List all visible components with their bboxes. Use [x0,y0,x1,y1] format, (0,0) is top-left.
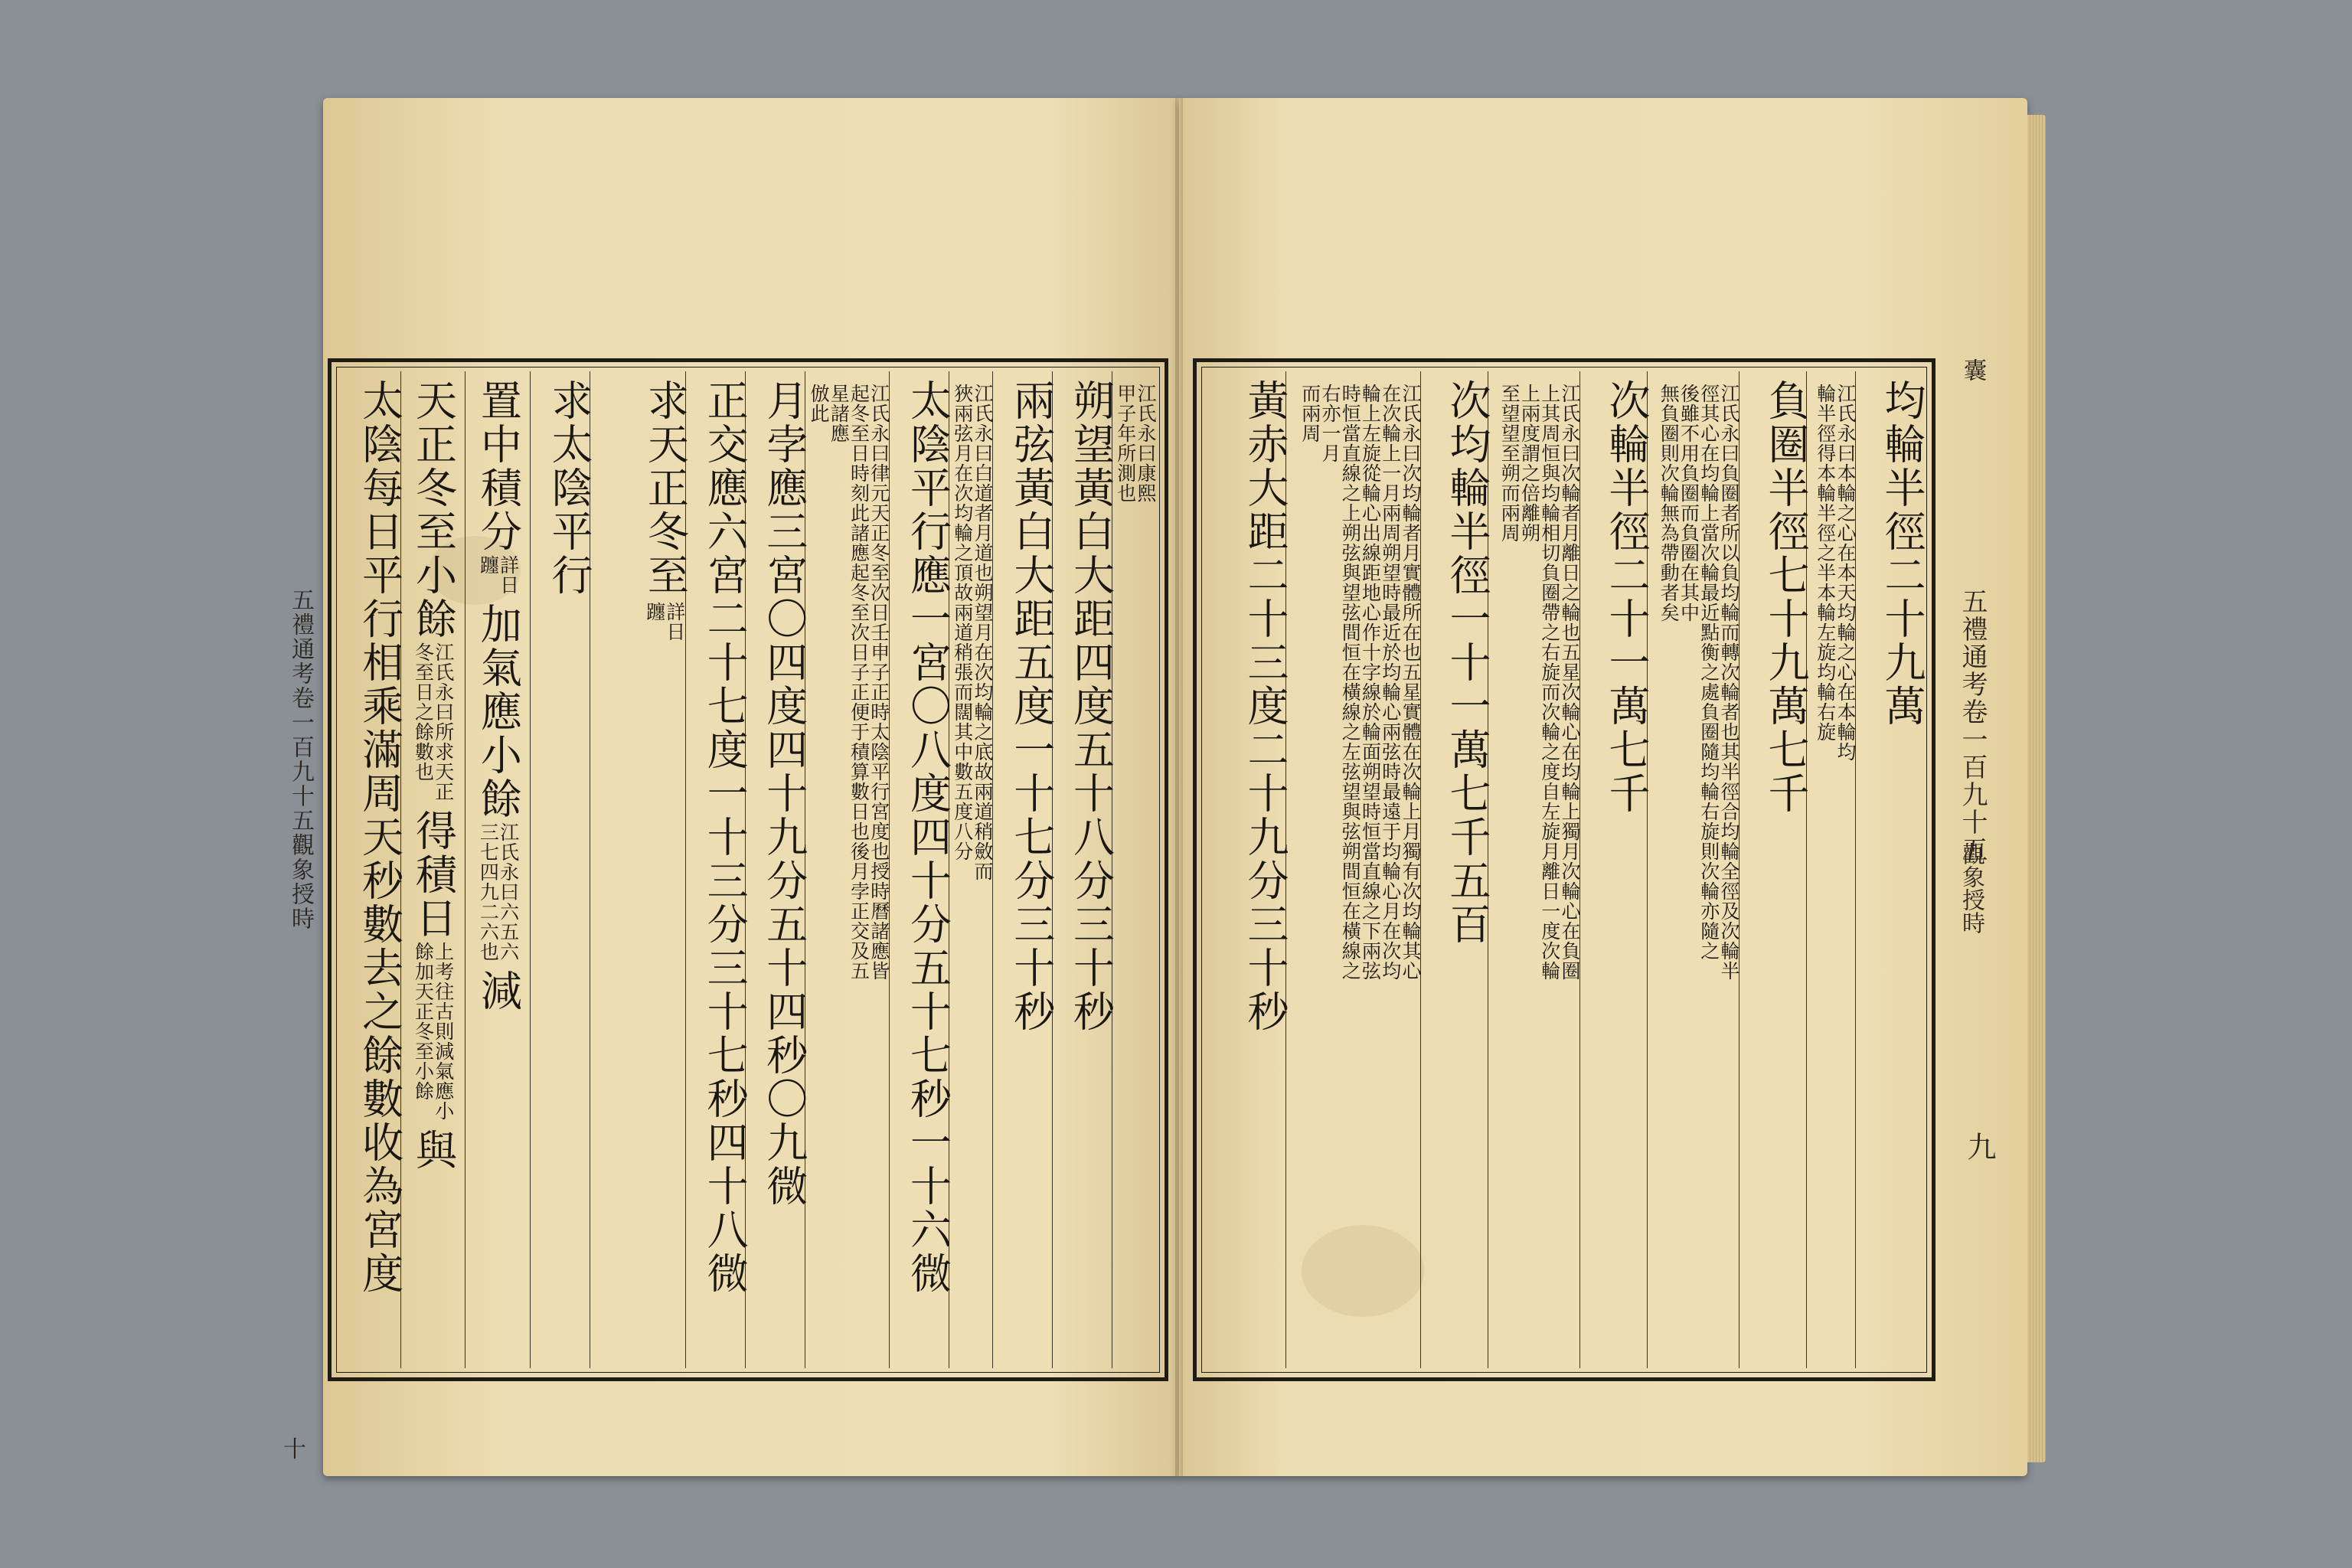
left-column [992,371,1056,1368]
left-line [1007,371,1056,1368]
left-margin-title: 五禮通考卷一百九十五觀象授時 [287,588,314,931]
right-column [1488,371,1579,1368]
right-main-text: 均輪半徑二十九萬 [1878,379,1926,728]
right-annotation-line: 而兩周 [1298,384,1321,443]
left-annotation-line: 倣此 [808,384,831,423]
left-column [400,371,466,1368]
left-main-text: 得積日 [409,809,458,940]
left-annotation-line: 江氏永曰六五六 [497,822,520,962]
right-margin-top-mark: 囊 [1959,358,1986,381]
book-gutter [1175,98,1183,1476]
right-main-text: 次輪半徑二十一萬七千 [1602,379,1651,815]
left-annotation [413,641,453,802]
left-main-text: 加氣應小餘 [474,603,523,821]
left-column [590,371,690,1368]
right-annotation-line: 輪上左旋從輪心出線距地心作十字線於輪面朔望時恒當直線之下兩弦 [1359,384,1382,981]
left-composite-line [466,371,530,1368]
left-margin-page-number: 十 [283,1436,306,1463]
left-column [949,371,993,1368]
left-text-frame [328,358,1168,1381]
left-main-text: 減 [474,969,523,1013]
left-line [701,371,750,1368]
right-column [1855,371,1926,1368]
left-line [641,371,690,1368]
left-column [530,371,593,1368]
left-annotation [478,554,518,595]
left-line [760,371,808,1368]
left-column [465,371,530,1368]
right-main-text: 負圈半徑七十九萬七千 [1762,379,1810,815]
left-annotation-line: 上考往古則減氣應小 [432,942,455,1121]
left-column [805,371,889,1368]
right-annotation [1812,371,1856,1368]
right-line [1241,371,1289,1368]
left-annotation-line: 江氏永曰所求天正 [432,642,455,802]
left-annotation-line: 冬至日之餘數也 [412,642,435,782]
left-column [889,371,952,1368]
left-annotation-line: 甲子年所測也 [1114,384,1137,503]
page-edges [2027,115,2046,1462]
right-main-text: 次均輪半徑一十一萬七千五百 [1443,379,1491,946]
left-main-text: 正交應六宮二十七度一十三分三十七秒四十八微 [701,379,750,1295]
left-annotation [949,371,993,1368]
left-annotation-line: 江氏永曰律元天正冬至次日壬申子正時太陰平行宮度也授時曆諸應皆 [867,384,890,981]
left-annotation [1112,371,1156,1368]
right-line [1762,371,1810,1368]
right-annotation-line: 江氏永曰次均輪者月實體所在也五星實體在次輪上月獨有次均輪其心 [1400,384,1422,981]
left-main-text: 兩弦黃白大距五度一十七分三十秒 [1007,379,1056,1034]
right-annotation [1655,371,1739,1368]
right-annotation-line: 江氏永曰本輪之心在本天均輪之心在本輪均 [1834,384,1857,762]
left-main-text: 置中積分 [474,379,523,554]
left-composite-line [401,371,466,1368]
right-column [1647,371,1739,1368]
left-annotation-line: 躔 [643,602,666,622]
left-columns [341,371,1155,1368]
left-column [685,371,750,1368]
left-column [1052,371,1116,1368]
left-annotation-line: 江氏永曰白道者月道也朔望月在次均輪之底故兩道稍斂而 [972,384,995,881]
right-annotation-line: 在次輪上一月兩周朔望時最近於均輪心兩弦時最遠于均輪心月在次均 [1379,384,1402,981]
right-line [1443,371,1491,1368]
left-main-text: 天正冬至小餘 [409,379,458,641]
right-annotation-line: 江氏永曰負圈者所以負均輪而轉次輪者也其半徑合均輪全徑及次輪半 [1718,384,1740,981]
right-main-text: 黃赤大距二十三度二十九分三十秒 [1241,379,1289,1034]
right-annotation [1496,371,1579,1368]
right-line [1602,371,1651,1368]
left-annotation-line: 狹兩弦月在次均輪之頂故兩道稍張而闊其中數五度八分 [951,384,974,861]
left-main-text: 與 [409,1129,458,1172]
left-annotation-line: 星諸應 [828,384,851,443]
right-margin-section: 觀象授時 [1958,842,1984,934]
left-annotation-line: 三七四九二六也 [477,822,500,962]
left-column [341,371,404,1368]
right-annotation-line: 上兩度謂之倍離朔 [1518,384,1541,543]
left-main-text: 太陰平行應一宮〇八度四十分五十七秒一十六微 [903,379,952,1295]
right-column [1218,371,1289,1368]
left-main-text: 求太陰平行 [544,379,593,597]
left-annotation [805,371,889,1368]
right-column [1739,371,1810,1368]
left-main-text: 朔望黃白大距四度五十八分三十秒 [1067,379,1116,1034]
left-main-text: 月孛應三宮〇四度四十九分五十四秒〇九微 [760,379,808,1208]
right-annotation-line: 徑其心在均輪上當次輪最近點衡之處負圈隨均輪右旋則次輪亦隨之 [1697,384,1720,961]
left-annotation [413,940,453,1121]
right-margin-title: 五禮通考卷一百九十五 [1957,588,1988,864]
right-annotation-line: 至望望至朔而兩周 [1498,384,1521,543]
left-main-text: 求天正冬至 [641,379,690,597]
right-column [1806,371,1855,1368]
left-main-text: 太陰每日平行相乘滿周天秒數去之餘數收為宮度 [355,379,404,1295]
left-annotation [644,597,684,642]
left-line [903,371,952,1368]
right-annotation-line: 無負圈則次輪無為帶動者矣 [1658,384,1681,622]
right-annotation-line: 上其周恒與均輪相切負圈帶之右旋而次輪之度自左旋月離日一度次輪 [1538,384,1561,981]
right-annotation-line: 後雖不用負圈而負圈在其中 [1677,384,1700,622]
right-annotation-line: 時恒當直線之上朔弦與望弦間恒在橫線之左弦望與弦朔間恒在橫線之 [1339,384,1362,981]
right-column [1579,371,1651,1368]
right-column [1285,371,1420,1368]
left-line [544,371,593,1368]
right-line [1878,371,1926,1368]
left-line [355,371,404,1368]
right-text-frame [1193,358,1936,1381]
left-annotation-line: 起冬至日時刻此諸應起冬至次日子正便于積算數日也後月孛正交及五 [848,384,871,981]
left-annotation-line: 詳日 [497,555,520,595]
right-columns [1206,371,1926,1368]
right-annotation-line: 右亦一月 [1319,384,1341,463]
left-column [1112,371,1156,1368]
left-annotation-line: 餘加天正冬至小餘 [412,942,435,1101]
right-margin-page-number: 九 [1962,1132,1996,1161]
left-annotation-line: 躔 [477,555,500,575]
left-annotation-line: 詳日 [663,602,686,642]
left-line [1067,371,1116,1368]
left-stack [641,371,690,1368]
left-annotation [478,821,518,962]
right-column [1420,371,1491,1368]
left-annotation-line: 江氏永曰康熙 [1135,384,1157,503]
left-column [745,371,808,1368]
right-annotation [1297,371,1421,1368]
right-annotation-line: 輪半徑得本輪半徑之半本輪左旋均輪右旋 [1814,384,1837,742]
right-annotation-line: 江氏永曰次輪者月離日之輪也五星次輪心在均輪上獨月次輪心在負圈 [1559,384,1581,981]
